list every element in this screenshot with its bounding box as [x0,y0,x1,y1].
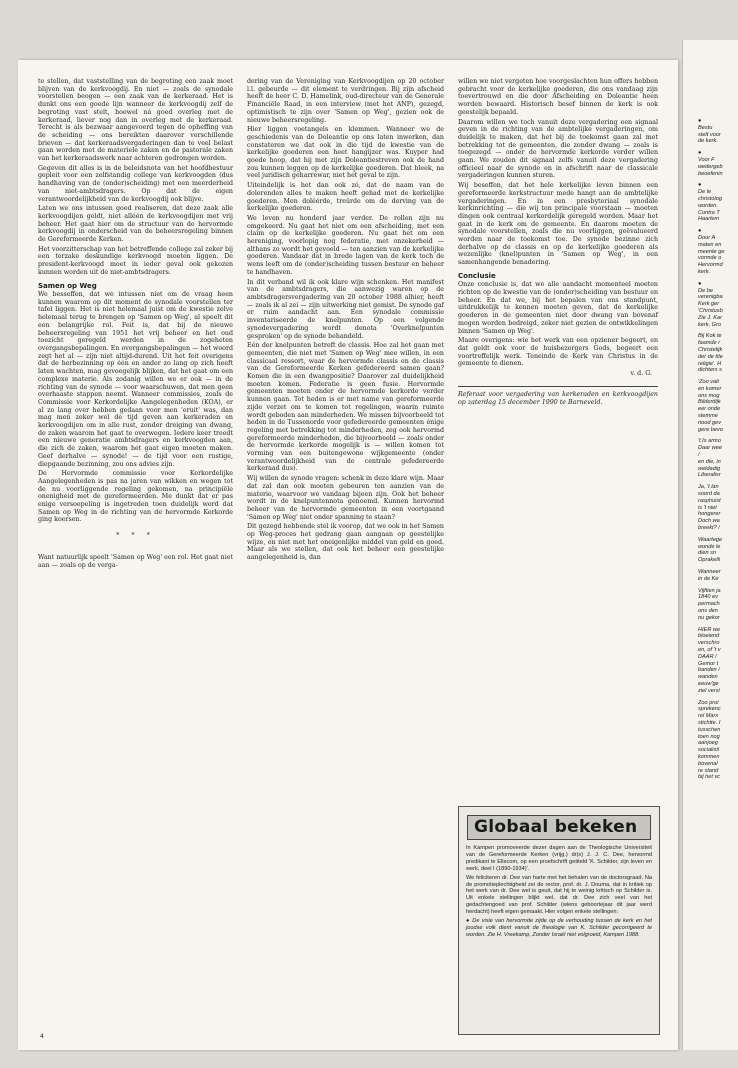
adjacent-line: Zoo prol [698,699,719,706]
adjacent-line: eeuw'ge [698,680,719,687]
adjacent-line: maten en [698,241,722,248]
section-heading: Samen op Weg [38,281,97,290]
adjacent-line: Christelijk [698,346,723,353]
adjacent-line: weldadig [698,465,721,472]
adjacent-line: / [698,452,700,459]
adjacent-line: Doch wa [698,518,720,525]
adjacent-line: DAAR / [698,653,717,660]
adjacent-line: Bilderdijk [698,399,721,406]
adjacent-line: ons mog [698,392,720,399]
adjacent-line: ● De le [698,189,712,196]
adjacent-line: Wanneer [698,569,721,576]
adjacent-line: ons den [698,608,718,614]
adjacent-line: en, of 't v [698,646,721,653]
adjacent-line: Ja, 't lan [698,484,719,491]
adjacent-fragment [683,118,738,145]
adjacent-line: religie'. H [698,360,722,367]
adjacent-line: hongerer [698,511,721,518]
adjacent-fragment [683,281,738,329]
adjacent-line: tusschen [698,726,721,733]
adjacent-line: Contra T [698,209,720,216]
adjacent-fragment [683,588,738,622]
adjacent-line: christolog [698,195,722,202]
adjacent-line: 1840 ev [698,594,718,601]
adjacent-fragment [683,150,738,177]
adjacent-line: socialisti [698,747,720,754]
paragraph: Gegeven dit alles is in de beleidsnota van het hoofdbestuur gepleit voor een zelfstandig college van kerkvoogden (dus handhaving van de (onder)scheiding) met een meerderheid van niet-ambtsdragers. Op dat de eigen verantwoordelijkheid van de kerkvoogdij ook blijve. [38,164,233,203]
adjacent-line: bloeiend [698,633,720,640]
adjacent-fragment [683,484,738,532]
paragraph: Het voorzitterschap van het betreffende college zal zeker bij een terzake deskundige kerkvoogd moeten liggen. De president-kerkvoogd moet in ieder geval ook gekozen kunnen worden uit de niet-ambtsdragers. [38,245,233,276]
adjacent-line: nood gev [698,419,722,426]
adjacent-line: Waartege [698,536,723,543]
adjacent-line: Zie J. Kar [698,314,722,321]
adjacent-line: wonde le [698,543,721,550]
adjacent-line: der de tite [698,353,723,360]
adjacent-line: eer onde [698,406,721,413]
adjacent-fragment [683,700,738,782]
page-number: 4 [40,1033,44,1040]
paragraph: In dit verband wil ik ook klare wijn schenken. Het manifest van de ambtsdragers, die aanwezig waren op de ambtsdragersvergadering van 20 october 1988 alhier, heeft — zoals ik al zei — zijn uitwerking niet gemist. De synode gaf er ruim aandacht aan. Een synodale commissie inventariseerde de knelpunten. Op een volgende synodevergadering wordt denota 'Overknelpunten gesproken' op de synode behandeld. [247,278,444,340]
adjacent-line: ziel versi [698,687,720,694]
adjacent-line: Haarlem [698,216,720,223]
adjacent-line: Bij Kok te [698,333,722,340]
adjacent-line: Gemor t [698,660,719,667]
adjacent-line: Daar wee [698,445,722,452]
adjacent-line: de kerk. [698,138,718,145]
adjacent-line: meente ge [698,248,725,255]
adjacent-line: Liberalisr [698,472,721,479]
adjacent-line: rel Marx [698,713,719,720]
adjacent-line: kerk. [698,268,711,275]
adjacent-line: Oprakelli [698,557,721,564]
paragraph: Eén der knelpunten betreft de classis. Hoe zal het gaan met gemeenten, die niet met 'Samen op Weg' mee willen, in een classicaal ressort, waar de hervormde classis en de classis van de Gereformeerde Kerken gefedereerd samen gaan? Komen die in een dwangpositie? Daarover zal duidelijkheid moeten komen. Federatie is geen fusie. Hervormde gemeenten moeten onder de hervormde kerkorde verder kunnen gaan. Tot heden is er met name van gereformeerde zijde verzet om te komen tot regelingen, waarin ruimte wordt geboden aan minderheden. We missen bijvoorbeeld tot heden in de Tussenorde voor gefedereerde gemeenten énige regeling met betrekking tot minderheden, zeg ook hervormd gereformeerde minderheden, die bijvoorbeeld — zoals onder de hervormde kerkorde mogelijk is — willen komen tot vorming van een buitengewone wijkgemeente (onder verantwoordelijkheid van de centrale gefedereerde kerkeraad dus). [247,342,444,473]
paragraph: Want natuurlijk speelt 'Samen op Weg' een rol. Het gaat niet aan — zoals op de verga- [38,553,233,569]
paragraph: Maare overigens: wie het werk van een opziener begeert, en dat geldt ook voor de huisbezorgers Gods, begeert een voortreffelijk werk. Teneinde de Kerk van Christus in de gemeente te dienen. [458,337,658,368]
bullet-icon: ● [466,918,473,925]
adjacent-line: 'Zoo valt [698,379,719,386]
adjacent-line: faamde r [698,340,721,347]
paragraph: Wij willen de synode vragen: schenk in deze klare wijn. Maar dat zal dan ook moeten gebeuren ten aanzien van de materie, waarvoor we vandaag bijeen zijn. Ook het beheer wordt in de knelpuntennota genoemd. Kunnen hervormd beheer van de hervormde gemeenten in een voortgaand 'Samen op Weg' niet onder spanning te staan? [247,475,444,521]
adjacent-line: en die, in [698,458,721,465]
adjacent-line: bij het vc [698,774,721,781]
adjacent-line: 'Christusb [698,307,723,314]
adjacent-line: ● Door A [698,234,716,241]
adjacent-line: kommen [698,753,720,760]
paragraph: Hier liggen voetangels en klemmen. Wanneer we de geschiedenis van de Doleantie op ons laten inwerken, dan constateren we dat ook in die tijd de kwestie van de kerkelijke goederen een heet hangijzer was. Kuyper had goede hoop, dat hij met zijn Doleantiestreven ook de hand zou kunnen leggen op de kerkelijke goederen. Dat bleek, na veel juridisch geharrewar, niet het geval te zijn. [247,126,444,180]
section-separator: * * * [116,532,155,540]
adjacent-fragment [683,379,738,433]
adjacent-line: toen nog [698,733,720,740]
adjacent-line: verschro [698,640,720,647]
box-text: We feliciteren dr. Dee van harte met het behalen van de doctorsgraad. Na de promotieplechtigheid zei de rector, prof. dr. J. Douma, dat in kritiek op het werk van dr. Dee wel is geuit, dat hij te weinig kritisch op Schilder is. Uit enkele stellingen blijkt wel, dat dr. Dee zich veel van het gedachtengoed van prof. Schilder (wiens geboortejaar dit jaar werd herdacht) heeft eigen gemaakt. Hier volgen enkele stellingen: [466,874,652,916]
adjacent-line: ● Bestu [698,124,713,131]
adjacent-line: aanjoeg [698,740,718,747]
paragraph: De Hervormde commissie voor Kerkordelijke Aangelegenheden is pas na jaren van wikken en wegen tot de nu voorliggende regeling gekomen, na principiële onenigheid met de gereformeerden. Me dunkt dat er pas enige versoepeling is ingetreden toen duidelijk werd dat Samen op Weg in de richting van de hervormde Kerkorde ging koersen. [38,470,233,524]
adjacent-line: wedergeb [698,163,723,170]
adjacent-fragment [683,569,738,583]
column-2 [247,78,444,564]
divider [458,386,658,387]
box-body [466,845,652,939]
box-bullet [466,918,652,939]
adjacent-line: is 't niet [698,504,717,511]
adjacent-line: stelt voor [698,131,721,138]
paragraph: We besseffen, dat we intussen niet om de vraag heen kunnen waarom op dit moment de synodale voorstellen ter tafel liggen. Het is niet helemaal juist om de kwestie zelve helemaal terug te brengen op 'Samen op Weg', al speelt dit een belangrijke rol. Feit is, dat bij de nieuwe beheersregeling van 1951 het vrij beheer en het oud toezicht geregeld werden in de zogeheten overgangsbepalingen. En overgangsbepalingen — het woord zegt het al — zijn niet altijd-durend. Uit het feit overigens dat de herbezinning op één en ander zo lang op zich heeft laten wachten, mag gevoegelijk blijken, dat het gaat om een complexe materie. Als zodanig willen we er ook — in de richting van de synode — voor waarschuwen, dat men geen overhaaste stappen neemt. Wanneer commissies, zoals de Commissie voor Kerkordelijke Aangelegenheden (KOA), er al zo lang over hebben gedaan voor men 'eruit' was, dan mag men zeker wel de tijd geven aan kerkeraden en kerkvoogdijen om in alle rust, zonder dreiging van dwang, de zaken waarom het gaat te overwegen. Iedere keer treedt een nieuwe generatie ambtsdragers en kerkvoogden aan, die zich de zaken, waarom het gaat eigen moeten maken. Geef derhalve — synode! — de tijd voor een rustige, diepgaande bezinning, zou ons advies zijn. [38,291,233,468]
adjacent-line: bovenal [698,760,718,767]
adjacent-line: permach [698,601,720,608]
adjacent-line: 't Is armo [698,438,721,445]
adjacent-line: Hervormd [698,262,723,269]
source-note: Referaat voor vergadering van kerkeraden en kerkvoogdijen op zaterdag 15 december 1990 te Barneveld. [458,390,658,406]
adjacent-line: HIER we [698,626,721,633]
paragraph: Laten we ons intussen goed realiseren, dat deze zaak alle kerkvoogdijen geldt, niet alléén de kerkvoogdijen met vrij beheer. Het gaat hier om de structuur van de hervormde kerkvoogdij in onderscheid van de beheersregeling binnen de Gereformeerde Kerken. [38,205,233,244]
adjacent-page-fragment [682,40,738,1050]
globaal-bekeken-box [458,806,660,1035]
adjacent-line: re stand [698,767,719,774]
section-heading: Conclusie [458,271,496,280]
column-1 [38,78,233,571]
adjacent-fragment [683,333,738,374]
adjacent-line: ● Voor F [698,156,715,163]
paragraph: Uiteindelijk is het dan ook zó, dat de naam van de dolerenden alles te maken heeft gehad met de kerkelijke goederen. Men doléérde, treûrde om de derving van de kerkelijke goederen. [247,182,444,213]
paragraph: willen we niet vergeten hoe voorgeslachten hun offers hebben gebracht voor de kerkelijke goederen, die ons vandaag zijn toevertrouwd en die door Afscheiding en Doleantie heen worden bewaard. Historisch besef binnen de kerk is ook geestelijk bepaald. [458,78,658,116]
newspaper-page [18,60,678,1050]
bullet-text: De visie van hervormde zijde op de verhouding tussen de kerk en het joodse volk dient vanuit de theologie van K. Schilder gecorrigeerd te worden. Zie H. Vreekamp, Zonder Israël niet volgroeid, Kampen 1988. [466,918,652,938]
adjacent-line: beoefenin [698,170,723,177]
adjacent-fragment [683,228,738,276]
adjacent-line: soord da [698,491,720,498]
adjacent-line: Kerk ger [698,301,720,308]
adjacent-line: sprekenc [698,706,721,713]
adjacent-line: wanden [698,674,718,681]
adjacent-fragment [683,627,738,695]
adjacent-line: ● De be [698,287,713,294]
box-title: Globaal bekeken [474,817,638,838]
adjacent-line: stemme [698,413,718,420]
paragraph: Daarom willen we toch vanuit deze vergadering een signaal geven in de richting van de ambtelijke vergaderingen, om duidelijk te maken, dat het bij de toekomst gaan zal met betrekking tot de gemeenten, die zonder dwang — zoals is toegezegd — onder de hervormde kerkorde verder willen gaan. We zouden dit signaal zelfs vanuit deze vergadering officieel naar de synode en in afschrift naar de classicale vergaderingen kunnen sturen. [458,118,658,180]
adjacent-fragment [683,537,738,564]
author-signature: v. d. G. [630,370,652,378]
adjacent-fragment [683,438,738,479]
adjacent-line: nu gekor [698,614,720,621]
adjacent-line: stichtte. I [698,719,721,726]
paragraph: dering van de Vereniging van Kerkvoogdijen op 20 october l.l. gebeurde — dit element te verdringen. Bij zijn afscheid heeft de heer C. D. Hamelink, oud-directeur van de Generale Financiële Raad, in een interview (met het ANP), gezegd, optimistisch te zijn over 'Samen op Weg', gezien ook de nieuwe beheersregeling. [247,78,444,124]
paragraph: We leven nu honderd jaar verder. De rollen zijn nu omgekeerd. Nu gaat het niet om een afscheiding, met een claim op de kerkelijke goederen. Nu gaat het om een hereniging, voorlopig nog federatie, met onzekerheid — althans zo wordt het gevoeld — ten aanzien van de kerkelijke goederen. Vandaar dat in brede lagen van de kerk toch de wens leeft om de (onder)scheiding tussen bestuur en beheer te handhaven. [247,214,444,276]
adjacent-line: dien sn [698,550,717,557]
adjacent-line: kerk, Gro [698,321,722,328]
paragraph: Wij beseffen, dat het hele kerkelijke leven binnen een gereformeerde kerkstructuur mede hangt aan de ambtelijke vergaderingen. En in een presbyteriaal synodale kerkinrichting — die wij ten principale voorstaan — moeten dingen ook centraal kerkordelijk geregeld worden. Maar het gaat in de kerk om de gemeente. En daarom moeten de synodale voorstellen, zoals die nu voorliggen, geëvalueerd worden naar de toekomst toe. De synode bezinne zich derhalve op de classis en op de kerkelijke goederen als wezenlijke (knel)punten in 'Samen op Weg', in een samenhangende benadering. [458,182,658,267]
adjacent-fragment [683,182,738,223]
box-intro: In Kampen promoveerde dezer dagen aan de Theologische Universiteit van de Gereformeerde Kerken (vrijg.) dr(s) J. J. C. Dee, hervormd predikant te Ellecom, op een proefschrift getiteld 'K. Schilder, zijn leven en werk, deel I (1890-1934)'. [466,845,652,872]
adjacent-line: Vijftien ja [698,587,721,594]
adjacent-line: worden. [698,202,718,209]
adjacent-line: gere bevo [698,426,723,433]
paragraph: Onze conclusie is, dat we alle aandacht momenteel moeten richten op de kwestie van de (onder)scheiding van bestuur en beheer. En dat we, bij het bepalen van ons standpunt, uitdrukkelijk te kennen moeten geven, dat de kerkelijke goederen in de gemeenten niet door dwang van bovenaf mogen worden bedreigd, zeker niet gezien de ontwikkelingen binnen 'Samen op Weg'. [458,281,658,335]
adjacent-line: vormde o [698,255,722,262]
adjacent-page-text [683,118,738,786]
paragraph: te stellen, dat vaststelling van de begroting een zaak moet blijven van de kerkvoogdij. En niet — zoals de synodale voorstellen beogen — een zaak van de kerkeraad. Het is dunkt ons een goede lijn wanneer de kerkvoogdij zelf de begroting vast stelt, hoewel ná goed overleg met de kerkeraad, liever nog dan in overleg met de kerkeraad. Terecht is als bezwaar aangevoerd tegen de opheffing van de scheiding — ons bereikten daarover verschillende brieven — dat kerkeraadsvergaderingen dan te veel belast gaan worden met de materiele zaken en de pastorale zaken van het kerkeraadswerk naar achteren gedrongen worden. [38,78,233,163]
adjacent-line: rasphuist [698,497,721,504]
adjacent-line: dichters s [698,367,722,374]
paragraph: Dit gezegd hebbende stel ik voorop, dat we ook in het Samen op Weg-proces het gedrang gaan aangaan op geestelijke wijze, en niet met het oneigenlijke middel van geld en goed. Maar als we stellen, dat ook het beheer een geestelijke aangelegenheid is, dan [247,523,444,562]
adjacent-line: in de Ke [698,575,719,582]
adjacent-line: verenigba [698,294,723,301]
box-banner [467,815,651,840]
adjacent-line: breekt? / [698,525,720,532]
adjacent-line: banden / [698,667,720,674]
adjacent-line: en komer [698,385,722,392]
column-3 [458,78,658,408]
